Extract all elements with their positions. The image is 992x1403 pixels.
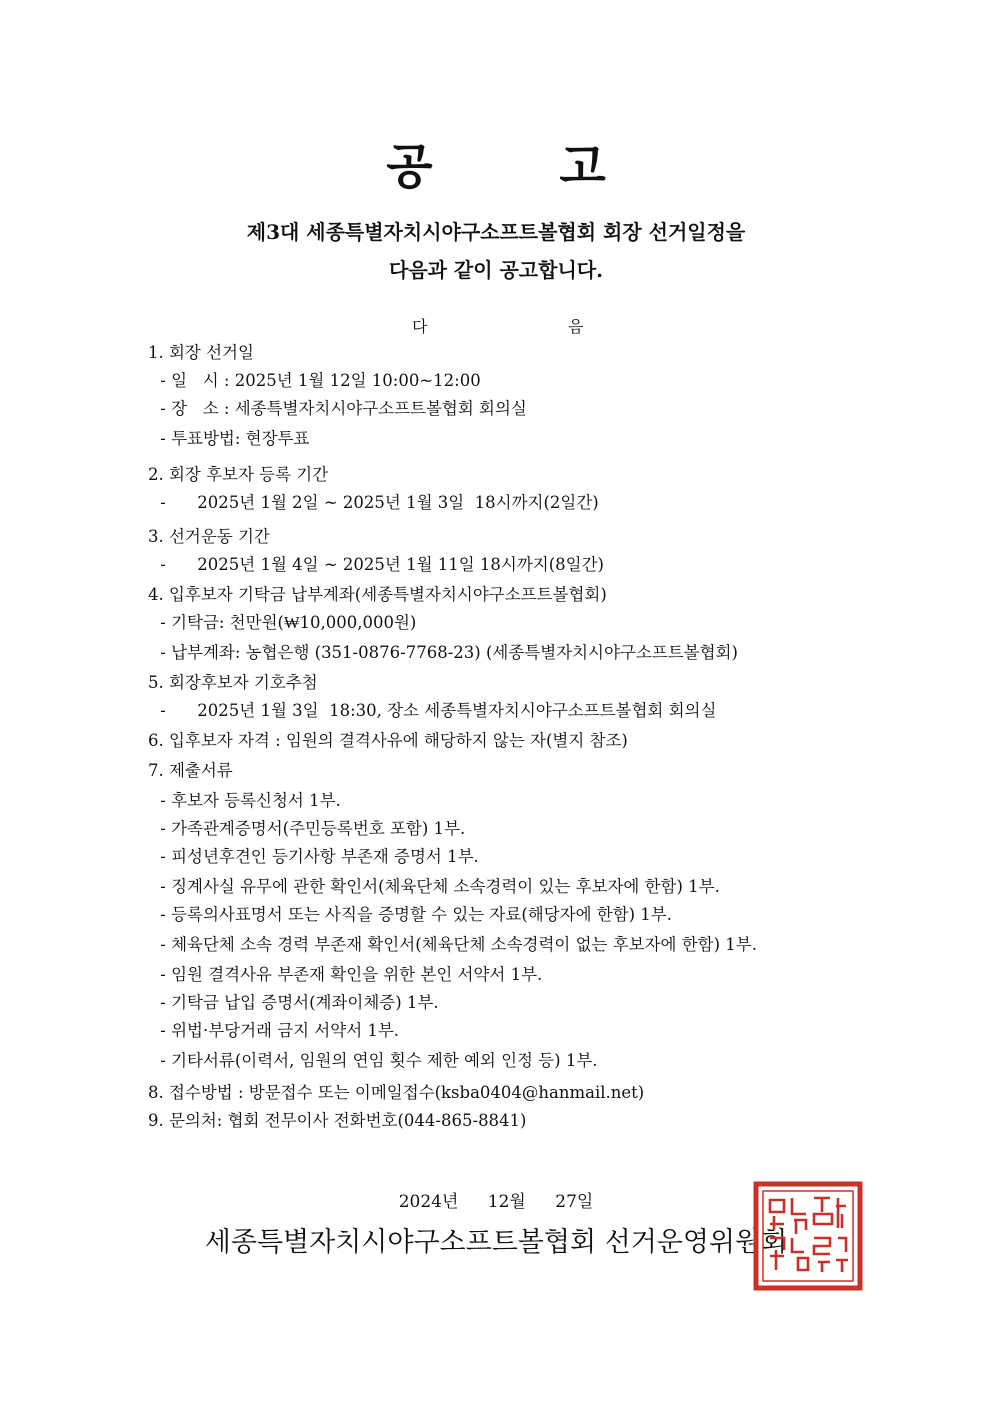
seal-glyphs [770,1198,848,1272]
notice-line: - 2025년 1월 2일 ~ 2025년 1월 3일 18시까지(2일간) [155,493,599,512]
notice-line: - 장 소 : 세종특별자치시야구소프트볼협회 회의실 [155,399,527,418]
organization-name: 세종특별자치시야구소프트볼협회 선거운영위원회 [204,1227,788,1258]
notice-line: 1. 회장 선거일 [148,343,254,362]
notice-line: - 등록의사표명서 또는 사직을 증명할 수 있는 자료(해당자에 한함) 1부. [155,905,672,924]
notice-line: 6. 입후보자 자격 : 임원의 결격사유에 해당하지 않는 자(별지 참조) [148,731,628,750]
date-month: 12월 [487,1192,526,1212]
date-year: 2024년 [398,1192,459,1212]
notice-line: 4. 입후보자 기탁금 납부계좌(세종특별자치시야구소프트볼협회) [148,585,607,604]
notice-title: 공 고 [386,139,606,195]
notice-line: - 임원 결격사유 부존재 확인을 위한 본인 서약서 1부. [155,965,543,984]
notice-line: - 기타서류(이력서, 임원의 연임 횟수 제한 예외 인정 등) 1부. [155,1051,598,1070]
notice-line: - 2025년 1월 4일 ~ 2025년 1월 11일 18시까지(8일간) [155,555,604,574]
notice-line: - 기탁금 납입 증명서(계좌이체증) 1부. [155,993,439,1012]
notice-line: - 납부계좌: 농협은행 (351-0876-7768-23) (세종특별자치시야구소프트볼협회) [155,643,738,662]
notice-line: - 기탁금: 천만원(₩10,000,000원) [155,613,417,632]
notice-subtitle-line2: 다음과 같이 공고합니다. [388,258,604,282]
notice-line: - 체육단체 소속 경력 부존재 확인서(체육단체 소속경력이 없는 후보자에 한함) 1부. [155,935,757,954]
eum-label: 음 [568,317,584,336]
notice-subtitle-line1: 제3대 세종특별자치시야구소프트볼협회 회장 선거일정을 [246,220,746,244]
notice-line: - 피성년후견인 등기사항 부존재 증명서 1부. [155,847,479,866]
notice-line: 9. 문의처: 협회 전무이사 전화번호(044-865-8841) [148,1111,527,1130]
notice-line: 3. 선거운동 기간 [148,527,270,546]
notice-line: - 일 시 : 2025년 1월 12일 10:00~12:00 [155,371,481,390]
notice-line: 7. 제출서류 [148,761,233,780]
da-label: 다 [412,317,428,336]
notice-line: - 가족관계증명서(주민등록번호 포함) 1부. [155,819,466,838]
date-day: 27일 [555,1192,594,1212]
notice-line: 5. 회장후보자 기호추첨 [148,673,318,692]
notice-line: - 2025년 1월 3일 18:30, 장소 세종특별자치시야구소프트볼협회 회의실 [155,701,717,720]
notice-line: - 위법·부당거래 금지 서약서 1부. [155,1021,400,1040]
notice-line: - 징계사실 유무에 관한 확인서(체육단체 소속경력이 있는 후보자에 한함) 1부. [155,877,720,896]
notice-line: 2. 회장 후보자 등록 기간 [148,465,329,484]
notice-line: 8. 접수방법 : 방문접수 또는 이메일접수(ksba0404@hanmail.net) [148,1083,645,1102]
notice-line: - 투표방법: 현장투표 [155,429,310,448]
notice-line: - 후보자 등록신청서 1부. [155,791,341,810]
official-seal-stamp [752,1180,864,1292]
